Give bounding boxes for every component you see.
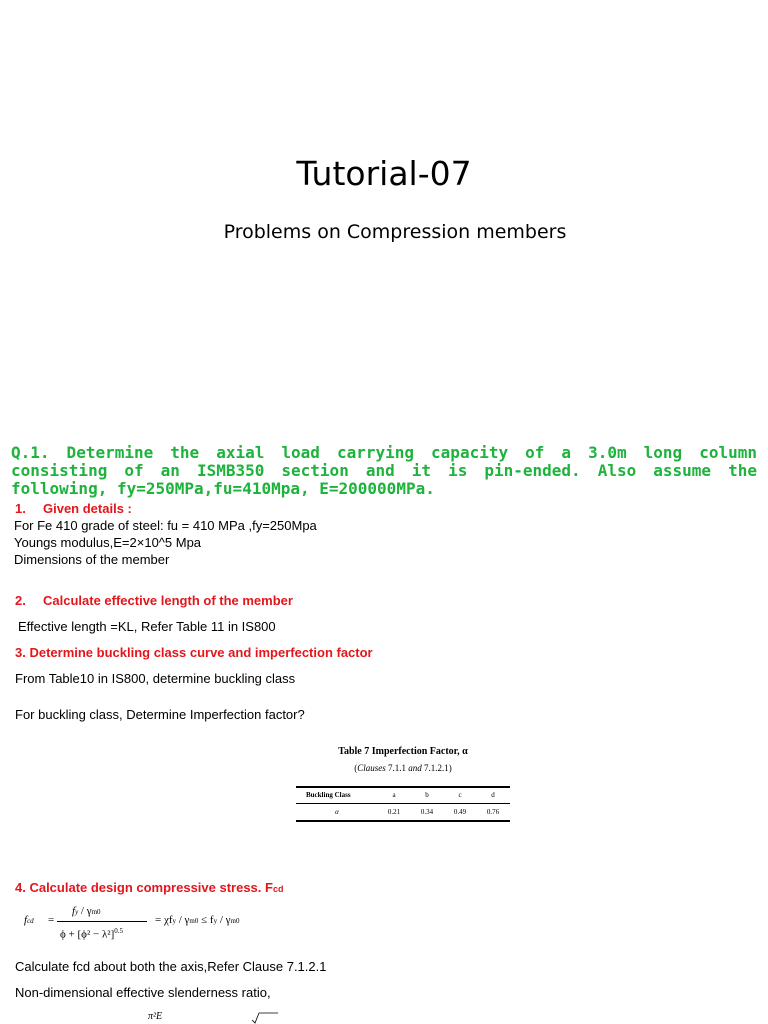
table-value-d: 0.76 bbox=[486, 808, 500, 816]
table-header-class-a: a bbox=[392, 791, 396, 799]
given-line-3: Dimensions of the member bbox=[14, 552, 170, 567]
table-value-b: 0.34 bbox=[420, 808, 434, 816]
table-subtitle-clause-2: 7.1.2.1) bbox=[421, 763, 452, 773]
formula-num-rest-sub: m0 bbox=[91, 908, 101, 916]
given-line-1: For Fe 410 grade of steel: fu = 410 MPa ,fy=250Mpa bbox=[14, 518, 317, 533]
formula-rhs-mid: / γ bbox=[178, 914, 190, 926]
page-title: Tutorial-07 bbox=[296, 154, 472, 193]
given-line-2: Youngs modulus,E=2×10^5 Mpa bbox=[14, 535, 202, 550]
formula-denominator bbox=[60, 927, 123, 941]
table-subtitle bbox=[296, 763, 510, 773]
step-2-text: Effective length =KL, Refer Table 11 in IS800 bbox=[18, 619, 276, 634]
step-4-heading bbox=[15, 879, 283, 898]
table-header-class-b: b bbox=[425, 791, 429, 799]
formula-rhs-sub2: m0 bbox=[189, 917, 199, 925]
step-3-text-1: From Table10 in IS800, determine buckling class bbox=[15, 671, 296, 686]
step-4-subscript: cd bbox=[272, 884, 284, 894]
formula-rhs-sub4: m0 bbox=[230, 917, 240, 925]
table-header-class-d: d bbox=[491, 791, 495, 799]
step-2-heading bbox=[15, 592, 293, 609]
question-text: Q.1. Determine the axial load carrying capacity of a 3.0m long column consisting of an ISMB350 section and it is pin-ended. Also assume the following, fy=250MPa,fu=410Mpa, E=200000MPa. bbox=[11, 443, 757, 498]
step-2-label: Calculate effective length of the member bbox=[43, 593, 293, 608]
formula-num-rest: / γ bbox=[80, 905, 92, 917]
table-bottom-rule bbox=[296, 820, 510, 822]
step-4-label: 4. Calculate design compressive stress. F bbox=[15, 880, 273, 895]
formula-rhs-sub1: y bbox=[172, 917, 176, 925]
formula-rhs bbox=[155, 914, 239, 926]
formula-num-sub: y bbox=[75, 908, 79, 916]
formula-lhs-sub: cd bbox=[27, 917, 34, 925]
formula-rhs-sub3: y bbox=[213, 917, 218, 925]
formula-eq1: = bbox=[48, 914, 55, 926]
formula2-numerator: π²E bbox=[148, 1011, 163, 1022]
table-top-rule bbox=[296, 786, 510, 788]
formula-rhs-chi: = χf bbox=[155, 914, 173, 926]
step-3-text-2: For buckling class, Determine Imperfection factor? bbox=[15, 707, 305, 722]
table-header-class-c: c bbox=[458, 791, 462, 799]
table-value-a: 0.21 bbox=[387, 808, 401, 816]
table-header-label: Buckling Class bbox=[306, 791, 351, 799]
table-mid-rule bbox=[296, 803, 510, 804]
table-subtitle-and: and bbox=[408, 763, 422, 773]
table-subtitle-clauses: Clauses bbox=[357, 763, 386, 773]
step-1-label: Given details : bbox=[43, 501, 132, 516]
step-1-heading bbox=[15, 500, 132, 517]
formula-fraction-bar bbox=[57, 921, 147, 922]
table-value-c: 0.49 bbox=[453, 808, 467, 816]
step-3-heading: 3. Determine buckling class curve and imperfection factor bbox=[15, 645, 373, 660]
page-subtitle: Problems on Compression members bbox=[223, 221, 567, 243]
step-4-text-1: Calculate fcd about both the axis,Refer Clause 7.1.2.1 bbox=[15, 959, 327, 974]
formula-lhs bbox=[24, 914, 34, 926]
formula-rhs-le: ≤ f bbox=[201, 914, 214, 926]
table-subtitle-clause-1: 7.1.1 bbox=[385, 763, 409, 773]
table-title: Table 7 Imperfection Factor, α bbox=[338, 746, 468, 757]
formula2-sqrt-icon bbox=[250, 1012, 280, 1024]
formula-den-sup: 0.5 bbox=[114, 927, 123, 935]
formula-lhs-f: f bbox=[24, 914, 28, 926]
formula-numerator bbox=[72, 905, 101, 917]
formula-den: ϕ + [ϕ² − λ²] bbox=[60, 928, 115, 941]
step-2-number: 2. bbox=[15, 593, 26, 608]
formula-num-f: f bbox=[72, 905, 76, 917]
table-subtitle-open: ( bbox=[354, 763, 358, 773]
formula-rhs-end: / γ bbox=[219, 914, 231, 926]
step-1-number: 1. bbox=[15, 501, 26, 516]
table-row-label: α bbox=[335, 808, 339, 816]
step-4-text-2: Non-dimensional effective slenderness ratio, bbox=[15, 985, 271, 1000]
